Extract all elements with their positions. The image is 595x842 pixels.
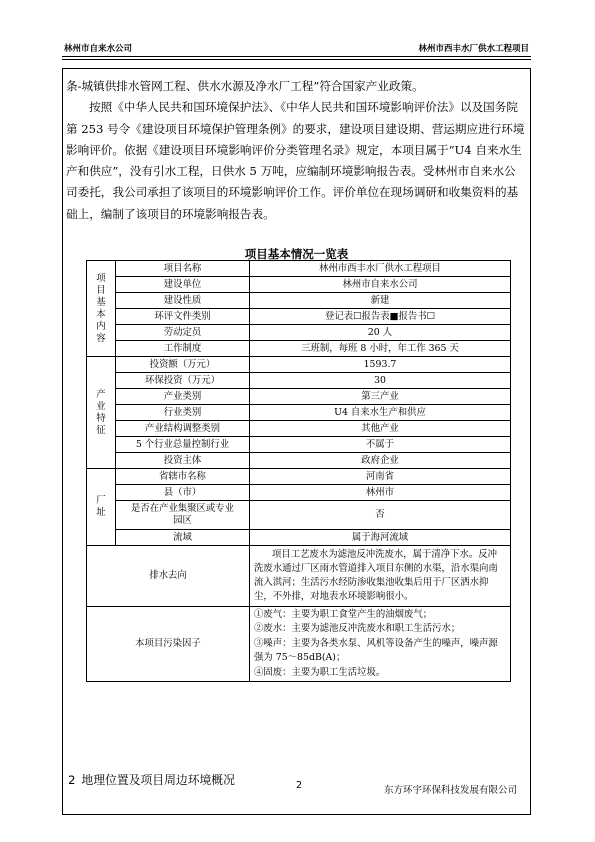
row-value: 其他产业 <box>250 421 511 437</box>
category-char: 容 <box>96 332 106 344</box>
category-char: 本 <box>96 308 106 320</box>
row-value: 否 <box>250 501 511 530</box>
row-label: 项目名称 <box>116 261 250 277</box>
row-value: 林州市自来水公司 <box>250 277 511 293</box>
header-rule <box>62 56 531 57</box>
table-row-drainage <box>87 546 511 607</box>
row-value: 30 <box>250 373 511 389</box>
table-row <box>87 293 511 309</box>
category-char: 产 <box>96 388 106 400</box>
table-row <box>87 437 511 453</box>
pollution-item: ①废气：主要为职工食堂产生的油烟废气； <box>254 608 433 620</box>
category-char: 征 <box>96 424 106 436</box>
pollution-item: ③噪声：主要为各类水泵、风机等设备产生的噪声，噪声源强为 75～85dB(A)； <box>254 637 498 664</box>
pollution-item: ②废水：主要为滤池反冲洗废水和职工生活污水； <box>254 623 461 635</box>
table-row <box>87 341 511 357</box>
table-row <box>87 421 511 437</box>
row-value: 20 人 <box>250 325 511 341</box>
table-row <box>87 277 511 293</box>
pollution-label: 本项目污染因子 <box>87 607 250 682</box>
row-value: 河南省 <box>250 469 511 485</box>
row-label: 建设性质 <box>116 293 250 309</box>
drainage-text: 项目工艺废水为滤池反冲洗废水，属于清净下水。反冲洗废水通过厂区雨水管道排入项目东侧的水渠，沿水渠向南流入淇河；生活污水经防渗收集池收集后用于厂区洒水抑尘，不外排，对地表水环境影响很小。 <box>250 546 511 607</box>
row-value: 新建 <box>250 293 511 309</box>
section-heading <box>68 771 235 788</box>
page-header <box>62 40 531 54</box>
row-value: 政府企业 <box>250 453 511 469</box>
row-value: 第三产业 <box>250 389 511 405</box>
row-label: 投资额（万元） <box>116 357 250 373</box>
category-char: 项 <box>96 272 106 284</box>
page-number: 2 <box>296 780 303 791</box>
row-value: 不属于 <box>250 437 511 453</box>
row-value: 1593.7 <box>250 357 511 373</box>
row-value: 属于海河流域 <box>250 530 511 546</box>
category-label <box>91 389 111 437</box>
row-label: 省辖市名称 <box>116 469 250 485</box>
row-value: 林州市 <box>250 485 511 501</box>
table-row <box>87 453 511 469</box>
table-row <box>87 389 511 405</box>
category-char: 厂 <box>96 495 106 506</box>
section-title: 地理位置及项目周边环境概况 <box>81 773 235 787</box>
table-row <box>87 261 511 277</box>
drainage-label: 排水去向 <box>87 546 250 607</box>
table-row <box>87 469 511 485</box>
footer-company: 东方环宇环保科技发展有限公司 <box>384 785 518 796</box>
pollution-item: ④固废：主要为职工生活垃圾。 <box>254 666 386 678</box>
row-label: 劳动定员 <box>116 325 250 341</box>
project-info-table <box>86 260 511 682</box>
category-char: 目 <box>96 284 106 296</box>
table-row <box>87 530 511 546</box>
table-row <box>87 325 511 341</box>
category-char: 内 <box>96 320 106 332</box>
table-row <box>87 309 511 325</box>
table-row <box>87 373 511 389</box>
header-rule-thin <box>62 59 531 60</box>
row-label: 县（市） <box>116 485 250 501</box>
row-label: 投资主体 <box>116 453 250 469</box>
row-label: 工作制度 <box>116 341 250 357</box>
category-label <box>91 273 111 345</box>
row-label: 产业结构调整类别 <box>116 421 250 437</box>
table-row <box>87 501 511 530</box>
section-number: 2 <box>68 773 76 787</box>
row-label: 建设单位 <box>116 277 250 293</box>
header-left: 林州市自来水公司 <box>64 44 133 54</box>
category-cell <box>87 261 116 357</box>
row-label: 是否在产业集聚区或专业园区 <box>116 501 250 530</box>
table-title: 项目基本情况一览表 <box>244 247 349 261</box>
row-label: 产业类别 <box>116 389 250 405</box>
category-cell <box>87 357 116 469</box>
row-label: 流域 <box>116 530 250 546</box>
row-label: 环评文件类别 <box>116 309 250 325</box>
category-char: 业 <box>96 400 106 412</box>
header-right: 林州市西丰水厂供水工程项目 <box>418 44 529 54</box>
table-row <box>87 405 511 421</box>
row-value: U4 自来水生产和供应 <box>250 405 511 421</box>
category-label <box>91 495 111 519</box>
intro-line1: 条-城镇供排水管网工程、供水水源及净水厂工程”符合国家产业政策。 <box>66 79 424 93</box>
row-label: 行业类别 <box>116 405 250 421</box>
table-row-pollution <box>87 607 511 682</box>
category-cell <box>87 469 116 546</box>
category-char: 特 <box>96 412 106 424</box>
pollution-list <box>250 607 511 682</box>
row-label: 5 个行业总量控制行业 <box>116 437 250 453</box>
table-row <box>87 357 511 373</box>
category-char: 址 <box>96 507 106 518</box>
row-value: 登记表☐报告表■报告书☐ <box>250 309 511 325</box>
row-value: 三班制，每班 8 小时，年工作 365 天 <box>250 341 511 357</box>
row-label: 环保投资（万元） <box>116 373 250 389</box>
row-value: 林州市西丰水厂供水工程项目 <box>250 261 511 277</box>
intro-text <box>66 76 526 225</box>
category-char: 基 <box>96 296 106 308</box>
table-row <box>87 485 511 501</box>
intro-paragraph: 按照《中华人民共和国环境保护法》、《中华人民共和国环境影响评价法》以及国务院第 253 号令《建设项目环境保护管理条例》的要求，建设项目建设期、营运期应进行环境影响评价。依据《建设项目环境影响评价分类管理名录》规定，本项目属于“U4 自来水生产和供应”，没有引水工程，日供水 5 万吨，应编制环境影响报告表。受林州市自来水公司委托，我公司承担了该项目的环境影响评价工作。评价单位在现场调研和收集资料的基础上，编制了该项目的环境影响报告表。 <box>66 100 525 221</box>
